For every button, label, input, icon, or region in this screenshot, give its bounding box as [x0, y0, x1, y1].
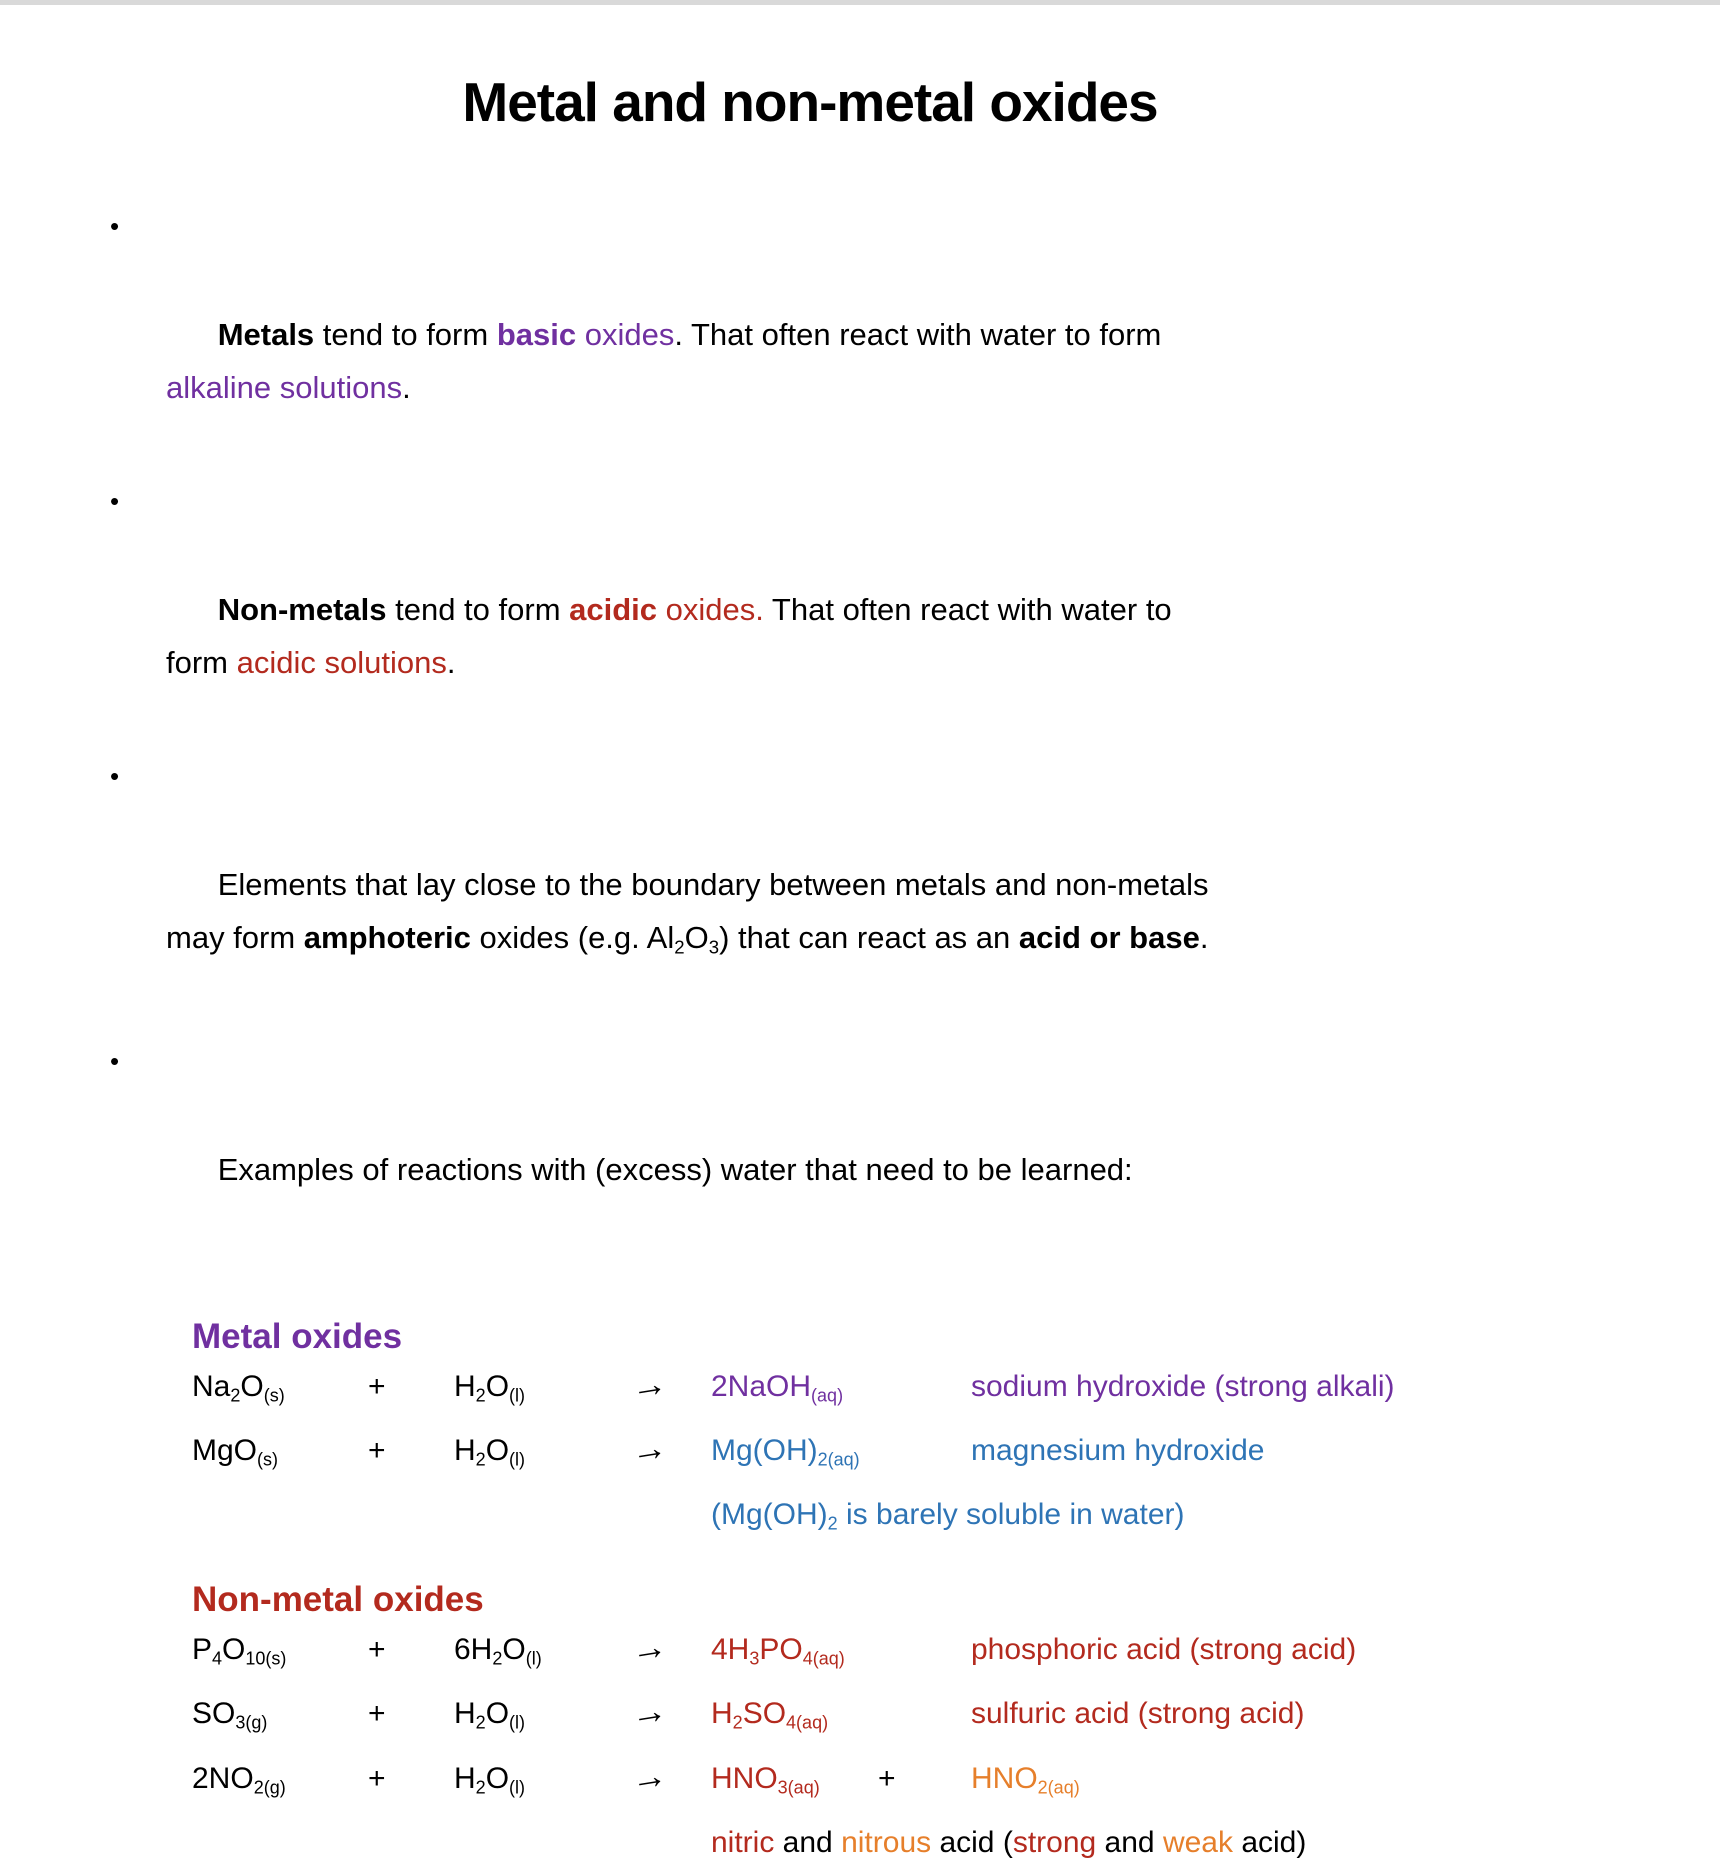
- page-title: Metal and non-metal oxides: [462, 71, 1158, 133]
- bullet-item-metals: [106, 202, 1576, 467]
- product-formula: $Mg(OH)_{2(aq)}$: [711, 1433, 860, 1470]
- equations-area: [192, 1315, 1720, 1870]
- bullet-text: Elements that lay close to the boundary between metals and non-metals may form amphoteric oxides (e.g. $Al_2O_3$) that can react as an acid or base.: [166, 867, 1209, 958]
- bullet-marker: •: [110, 761, 120, 791]
- section-heading-metal-oxides: Metal oxides: [192, 1316, 403, 1356]
- equation-row-mgo: [192, 1423, 1720, 1487]
- bullet-marker: •: [110, 1045, 120, 1076]
- plus-sign: +: [368, 1761, 386, 1795]
- water-formula: $H_2O_{(l)}$: [454, 1369, 526, 1405]
- reactant-formula: MgO$_{(s)}$: [192, 1433, 279, 1470]
- equation-row-na2o: [192, 1359, 1720, 1423]
- reaction-arrow-icon: →: [627, 1624, 670, 1671]
- plus-sign: +: [368, 1632, 386, 1666]
- plus-sign: +: [368, 1369, 386, 1403]
- bullet-text: Examples of reactions with (excess) water that need to be learned:: [217, 1151, 1133, 1187]
- plus-sign: +: [368, 1697, 386, 1731]
- water-formula: $H_2O_{(l)}$: [454, 1697, 526, 1733]
- bullet-item-nonmetals: [106, 477, 1576, 742]
- product-formula: $HNO_{3(aq)}$ +: [711, 1761, 896, 1797]
- bullet-item-amphoteric: [106, 752, 1576, 1027]
- solubility-note: ($Mg(OH)_2$ is barely soluble in water): [711, 1498, 1185, 1534]
- bullet-marker: •: [110, 211, 120, 241]
- bullet-text: Non-metals tend to form acidic oxides. That often react with water to form acidic solutions.: [166, 592, 1172, 680]
- reactant-formula: $P_4O_{10(s)}$: [192, 1632, 287, 1669]
- reactant-formula: $2NO_{2(g)}$: [192, 1761, 286, 1797]
- bullet-marker: •: [110, 486, 120, 516]
- bullet-text: Metals tend to form basic oxides. That often react with water to form alkaline solutions.: [166, 317, 1162, 405]
- metal-oxides-section: [192, 1315, 1720, 1552]
- reaction-arrow-icon: →: [627, 1361, 670, 1408]
- equation-row-p4o10: [192, 1622, 1720, 1686]
- reactant-formula: $Na_2O_{(s)}$: [192, 1369, 285, 1405]
- product-name: sodium hydroxide (strong alkali): [971, 1369, 1395, 1403]
- bullet-item-examples: [106, 1037, 1576, 1249]
- product-name: sulfuric acid (strong acid): [971, 1697, 1305, 1731]
- water-formula: $6H_2O_{(l)}$: [454, 1632, 542, 1669]
- product-formula: $H_2SO_{4(aq)}$: [711, 1697, 829, 1733]
- plus-sign: +: [368, 1433, 386, 1467]
- reaction-arrow-icon: →: [627, 1752, 670, 1800]
- product-name: $HNO_{2(aq)}$: [971, 1761, 1080, 1797]
- product-name: phosphoric acid (strong acid): [971, 1632, 1357, 1666]
- reactant-formula: $SO_{3(g)}$: [192, 1697, 268, 1733]
- product-name: magnesium hydroxide: [971, 1433, 1265, 1467]
- product-formula: $4H_3PO_{4(aq)}$: [711, 1632, 845, 1669]
- product-formula: 2NaOH$_{(aq)}$: [711, 1369, 844, 1405]
- bullet-list: [106, 202, 1576, 1249]
- reaction-arrow-icon: →: [627, 1688, 670, 1735]
- reaction-arrow-icon: →: [627, 1425, 670, 1472]
- water-formula: $H_2O_{(l)}$: [454, 1433, 526, 1470]
- nonmetal-oxides-section: [192, 1578, 1720, 1870]
- equation-row-2no2: [192, 1751, 1720, 1815]
- equation-row-so3: [192, 1686, 1720, 1750]
- acid-strength-note: nitric and nitrous acid (strong and weak acid): [711, 1825, 1307, 1859]
- water-formula: $H_2O_{(l)}$: [454, 1761, 526, 1797]
- section-heading-nonmetal-oxides: Non-metal oxides: [192, 1579, 484, 1619]
